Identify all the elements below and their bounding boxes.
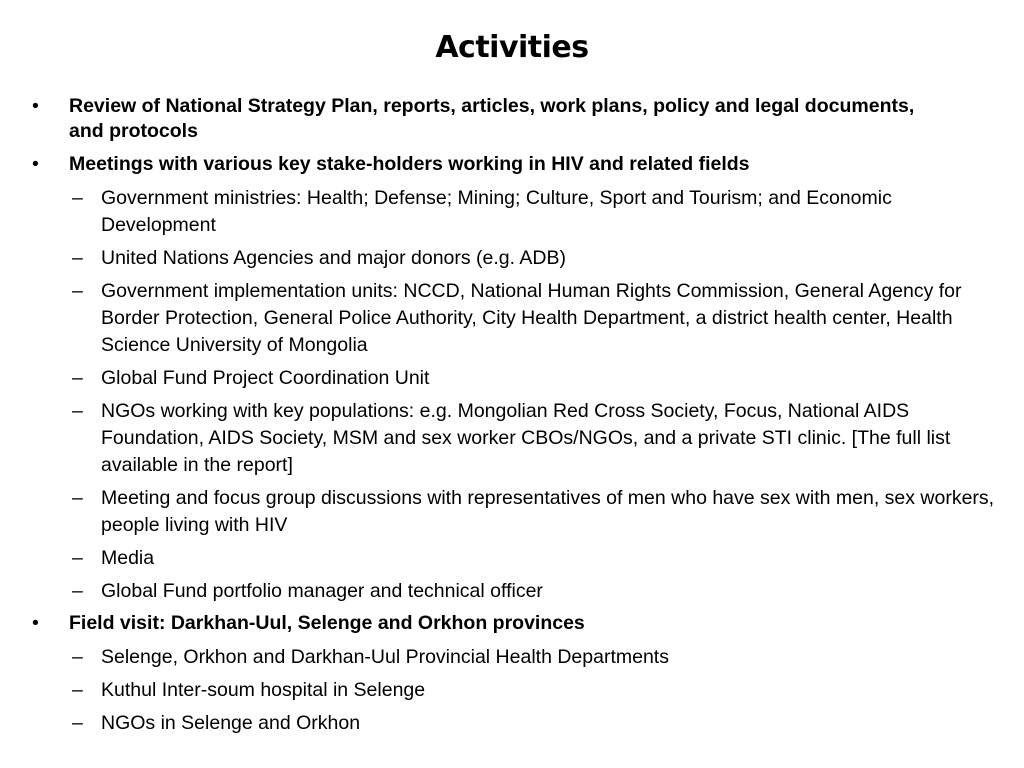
dash-marker: – [72, 646, 83, 668]
bullet-marker: • [32, 153, 39, 175]
sub-bullet-text: NGOs working with key populations: e.g. Mongolian Red Cross Society, Focus, National AIDS Foundation, AIDS Society, MSM and sex worker CBOs/NGOs, and a private STI clinic. [The full list available in the report] [101, 400, 951, 476]
sub-bullet-text: Government implementation units: NCCD, National Human Rights Commission, General Agency for Border Protection, General Police Authority, City Health Department, a district health center, Health Science University of Mongolia [101, 280, 962, 356]
sub-bullet-text: Kuthul Inter-soum hospital in Selenge [101, 679, 426, 701]
sub-bullet-text: Media [101, 547, 155, 569]
bullet-list [0, 94, 1024, 743]
bullet-text: Review of National Strategy Plan, reports, articles, work plans, policy and legal documents, and protocols [69, 95, 915, 142]
sub-bullet-item [72, 245, 996, 272]
dash-marker: – [72, 187, 83, 209]
sub-bullet-item [72, 398, 996, 479]
dash-marker: – [72, 247, 83, 269]
dash-marker: – [72, 547, 83, 569]
bullet-text: Field visit: Darkhan-Uul, Selenge and Orkhon provinces [69, 612, 585, 634]
sub-bullet-text: NGOs in Selenge and Orkhon [101, 712, 361, 734]
sub-bullet-text: United Nations Agencies and major donors (e.g. ADB) [101, 247, 567, 269]
dash-marker: – [72, 400, 83, 422]
bullet-item [32, 152, 939, 177]
sub-bullet-text: Global Fund portfolio manager and technical officer [101, 580, 543, 602]
sub-bullet-item [72, 278, 996, 359]
slide-title: Activities [435, 30, 589, 65]
sub-bullet-text: Selenge, Orkhon and Darkhan-Uul Provincial Health Departments [101, 646, 669, 668]
sub-bullet-item [72, 644, 996, 671]
dash-marker: – [72, 367, 83, 389]
bullet-text: Meetings with various key stake-holders working in HIV and related fields [69, 153, 750, 175]
bullet-marker: • [32, 95, 39, 117]
sub-bullet-item [72, 710, 996, 737]
dash-marker: – [72, 280, 83, 302]
sub-bullet-item [72, 578, 996, 605]
sub-bullet-item [72, 485, 996, 539]
dash-marker: – [72, 712, 83, 734]
bullet-marker: • [32, 612, 39, 634]
sub-bullet-item [72, 185, 996, 239]
sub-bullet-item [72, 545, 996, 572]
sub-bullet-text: Government ministries: Health; Defense; Mining; Culture, Sport and Tourism; and Economic Development [101, 187, 892, 236]
bullet-item [32, 611, 939, 636]
sub-bullet-item [72, 365, 996, 392]
dash-marker: – [72, 679, 83, 701]
dash-marker: – [72, 487, 83, 509]
sub-bullet-text: Global Fund Project Coordination Unit [101, 367, 430, 389]
bullet-item [32, 94, 939, 144]
sub-bullet-item [72, 677, 996, 704]
sub-bullet-text: Meeting and focus group discussions with representatives of men who have sex with men, sex workers, people living with HIV [101, 487, 995, 536]
dash-marker: – [72, 580, 83, 602]
